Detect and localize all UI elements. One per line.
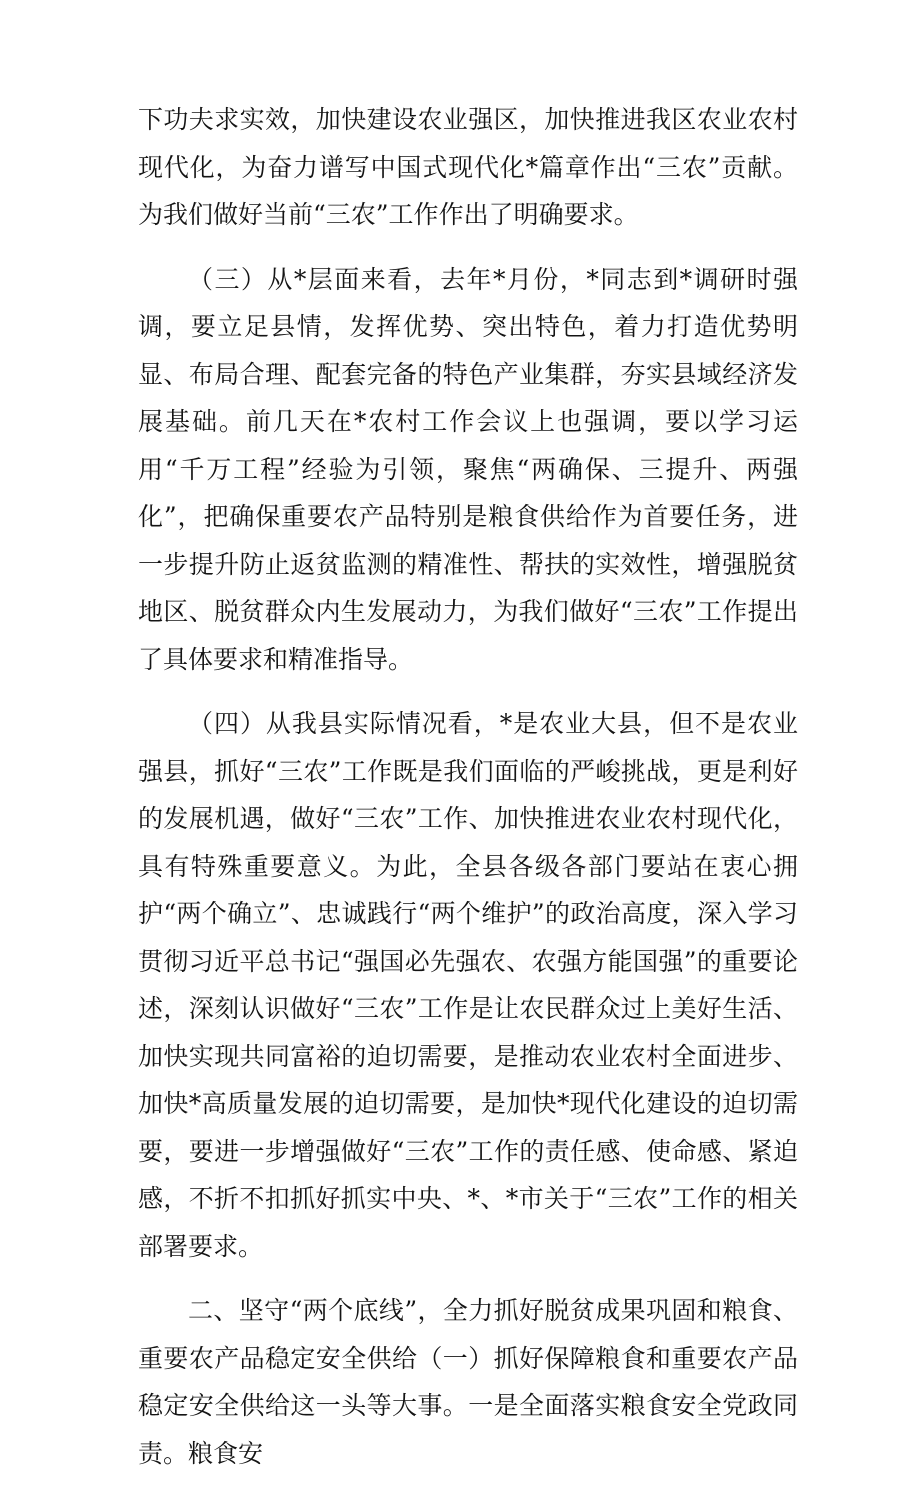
paragraph-section-three: （三）从*层面来看，去年*月份，*同志到*调研时强调，要立足县情，发挥优势、突出特色，着力打造优势明显、布局合理、配套完备的特色产业集群，夯实县域经济发展基础。前几天在*农村工作会议上也强调，要以学习运用“千万工程”经验为引领，聚焦“两确保、三提升、两强化”，把确保重要农产品特别是粮食供给作为首要任务，进一步提升防止返贫监测的精准性、帮扶的实效性，增强脱贫地区、脱贫群众内生发展动力，为我们做好“三农”工作提出了具体要求和精准指导。 (138, 264, 798, 674)
paragraph-section-four: （四）从我县实际情况看，*是农业大县，但不是农业强县，抓好“三农”工作既是我们面临的严峻挑战，更是利好的发展机遇，做好“三农”工作、加快推进农业农村现代化，具有特殊重要意义。为此，全县各级各部门要站在衷心拥护“两个确立”、忠诚践行“两个维护”的政治高度，深入学习贯彻习近平总书记“强国必先强农、农强方能国强”的重要论述，深刻认识做好“三农”工作是让农民群众过上美好生活、加快实现共同富裕的迫切需要，是推动农业农村全面进步、加快*高质量发展的迫切需要，是加快*现代化建设的迫切需要，要进一步增强做好“三农”工作的责任感、使命感、紧迫感，不折不扣抓好抓实中央、*、*市关于“三农”工作的相关部署要求。 (138, 709, 798, 1261)
paragraph-heading-two: 二、坚守“两个底线”，全力抓好脱贫成果巩固和粮食、重要农产品稳定安全供给（一）抓好保障粮食和重要农产品稳定安全供给这一头等大事。一是全面落实粮食安全党政同责。粮食安 (138, 1296, 798, 1468)
document-body (138, 96, 798, 1494)
paragraph-continuation: 下功夫求实效，加快建设农业强区，加快推进我区农业农村现代化，为奋力谱写中国式现代化*篇章作出“三农”贡献。为我们做好当前“三农”工作作出了明确要求。 (138, 105, 798, 229)
